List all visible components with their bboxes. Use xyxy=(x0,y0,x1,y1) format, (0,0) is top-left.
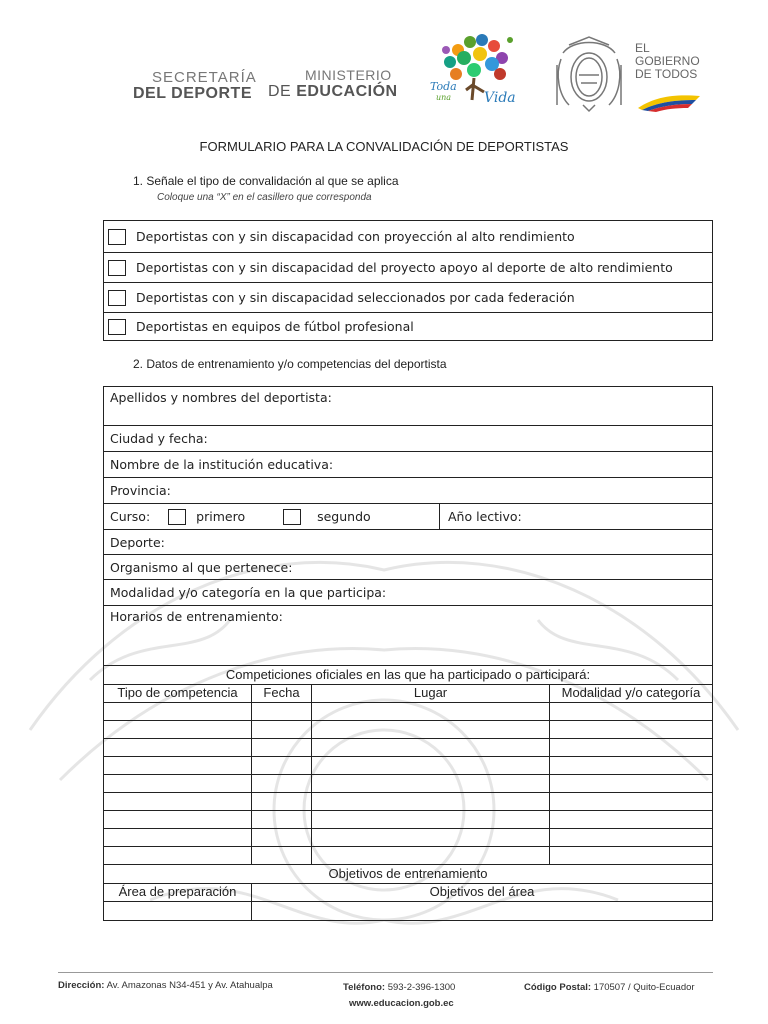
ministerio-logo-line1: MINISTERIO xyxy=(305,67,392,83)
section2-title: 2. Datos de entrenamiento y/o competencias del deportista xyxy=(133,357,447,371)
option-checkbox-alto-rendimiento[interactable] xyxy=(108,229,126,245)
table-cell[interactable] xyxy=(252,739,312,757)
table-cell[interactable] xyxy=(252,902,712,920)
table-cell[interactable] xyxy=(550,829,712,847)
table-cell[interactable] xyxy=(252,811,312,829)
option-row xyxy=(104,253,712,283)
flag-swoosh-icon xyxy=(636,92,702,112)
field-horarios[interactable] xyxy=(104,606,712,666)
vida-text: Vida xyxy=(484,90,516,106)
field-anio-lectivo[interactable] xyxy=(440,509,522,524)
objetivos-title: Objetivos de entrenamiento xyxy=(104,865,712,884)
col-header-objetivos: Objetivos del área xyxy=(252,884,712,902)
col-header-modalidad: Modalidad y/o categoría xyxy=(550,685,712,703)
field-label: Deporte: xyxy=(110,534,165,550)
table-cell[interactable] xyxy=(104,721,252,739)
athlete-data-table xyxy=(103,386,713,921)
field-label: Ciudad y fecha: xyxy=(110,431,208,446)
table-cell[interactable] xyxy=(312,847,550,865)
option-label: Deportistas en equipos de fútbol profesional xyxy=(136,319,414,334)
option-checkbox-proyecto-apoyo[interactable] xyxy=(108,260,126,276)
form-title: FORMULARIO PARA LA CONVALIDACIÓN DE DEPORTISTAS xyxy=(199,139,569,154)
footer-address: Dirección: Av. Amazonas N34-451 y Av. Atahualpa xyxy=(58,980,273,991)
table-cell[interactable] xyxy=(312,721,550,739)
option-label: Deportistas con y sin discapacidad del proyecto apoyo al deporte de alto rendimiento xyxy=(136,260,673,275)
option-label: Deportistas con y sin discapacidad seleccionados por cada federación xyxy=(136,290,575,305)
table-cell[interactable] xyxy=(312,811,550,829)
field-label: Provincia: xyxy=(110,483,171,498)
field-label: Nombre de la institución educativa: xyxy=(110,457,334,472)
table-cell[interactable] xyxy=(252,847,312,865)
table-cell[interactable] xyxy=(550,739,712,757)
table-cell[interactable] xyxy=(312,793,550,811)
table-cell[interactable] xyxy=(104,902,252,920)
ministerio-logo-line2: DE EDUCACIÓN xyxy=(268,83,398,100)
col-header-lugar: Lugar xyxy=(312,685,550,703)
table-cell[interactable] xyxy=(550,721,712,739)
table-cell[interactable] xyxy=(252,721,312,739)
table-cell[interactable] xyxy=(104,703,252,721)
table-cell[interactable] xyxy=(550,775,712,793)
footer-divider xyxy=(58,972,713,973)
toda-una-vida-logo xyxy=(428,28,520,108)
field-label: Organismo al que pertenece: xyxy=(110,559,293,575)
curso-label: Curso: xyxy=(110,509,151,524)
col-header-fecha: Fecha xyxy=(252,685,312,703)
table-cell[interactable] xyxy=(550,811,712,829)
col-header-tipo: Tipo de competencia xyxy=(104,685,252,703)
coat-of-arms-icon xyxy=(553,35,625,113)
option-row xyxy=(104,313,712,340)
table-cell[interactable] xyxy=(550,793,712,811)
secretaria-logo-line1: SECRETARÍA xyxy=(152,69,257,86)
table-cell[interactable] xyxy=(104,793,252,811)
field-label: Horarios de entrenamiento: xyxy=(110,609,283,624)
table-cell[interactable] xyxy=(312,775,550,793)
convalidation-options xyxy=(103,220,713,341)
table-cell[interactable] xyxy=(252,757,312,775)
option-row xyxy=(104,221,712,253)
secretaria-logo-line2: DEL DEPORTE xyxy=(133,85,252,102)
curso-segundo-checkbox[interactable] xyxy=(283,509,301,525)
table-cell[interactable] xyxy=(550,847,712,865)
option-label: Deportistas con y sin discapacidad con proyección al alto rendimiento xyxy=(136,229,575,244)
field-deporte[interactable] xyxy=(104,530,712,555)
footer-website[interactable]: www.educacion.gob.ec xyxy=(349,998,454,1009)
table-cell[interactable] xyxy=(252,775,312,793)
option-row xyxy=(104,283,712,313)
option-checkbox-futbol[interactable] xyxy=(108,319,126,335)
table-cell[interactable] xyxy=(104,847,252,865)
competencias-title: Competiciones oficiales en las que ha participado o participará: xyxy=(104,666,712,685)
col-header-area: Área de preparación xyxy=(104,884,252,902)
table-cell[interactable] xyxy=(312,703,550,721)
table-cell[interactable] xyxy=(550,757,712,775)
option-checkbox-federacion[interactable] xyxy=(108,290,126,306)
field-organismo[interactable] xyxy=(104,555,712,580)
field-nombres[interactable] xyxy=(104,387,712,426)
section1-title: 1. Señale el tipo de convalidación al que se aplica xyxy=(133,174,399,188)
curso-primero-checkbox[interactable] xyxy=(168,509,186,525)
table-cell[interactable] xyxy=(312,739,550,757)
field-label: Apellidos y nombres del deportista: xyxy=(110,390,332,405)
table-cell[interactable] xyxy=(104,739,252,757)
footer-postal: Código Postal: 170507 / Quito-Ecuador xyxy=(524,982,695,993)
table-cell[interactable] xyxy=(252,793,312,811)
field-modalidad[interactable] xyxy=(104,580,712,606)
segundo-label: segundo xyxy=(317,509,371,524)
field-label: Modalidad y/o categoría en la que participa: xyxy=(110,585,387,600)
table-cell[interactable] xyxy=(312,757,550,775)
table-cell[interactable] xyxy=(104,811,252,829)
una-text: una xyxy=(436,93,452,102)
table-cell[interactable] xyxy=(104,829,252,847)
table-cell[interactable] xyxy=(312,829,550,847)
field-ciudad-fecha[interactable] xyxy=(104,426,712,452)
section1-note: Coloque una “X” en el casillero que corresponda xyxy=(157,192,372,203)
footer-phone: Teléfono: 593-2-396-1300 xyxy=(343,982,456,993)
field-institucion[interactable] xyxy=(104,452,712,478)
table-cell[interactable] xyxy=(104,757,252,775)
gobierno-de-todos-logo: EL GOBIERNO DE TODOS xyxy=(635,41,700,81)
competencias-grid xyxy=(104,685,712,865)
table-cell[interactable] xyxy=(104,775,252,793)
field-provincia[interactable] xyxy=(104,478,712,504)
toda-text: Toda xyxy=(430,80,457,93)
table-cell[interactable] xyxy=(252,703,312,721)
table-cell[interactable] xyxy=(252,829,312,847)
field-label: Año lectivo: xyxy=(448,509,522,524)
primero-label: primero xyxy=(196,509,246,524)
objetivos-grid xyxy=(104,884,712,920)
table-cell[interactable] xyxy=(550,703,712,721)
curso-row xyxy=(104,504,712,530)
